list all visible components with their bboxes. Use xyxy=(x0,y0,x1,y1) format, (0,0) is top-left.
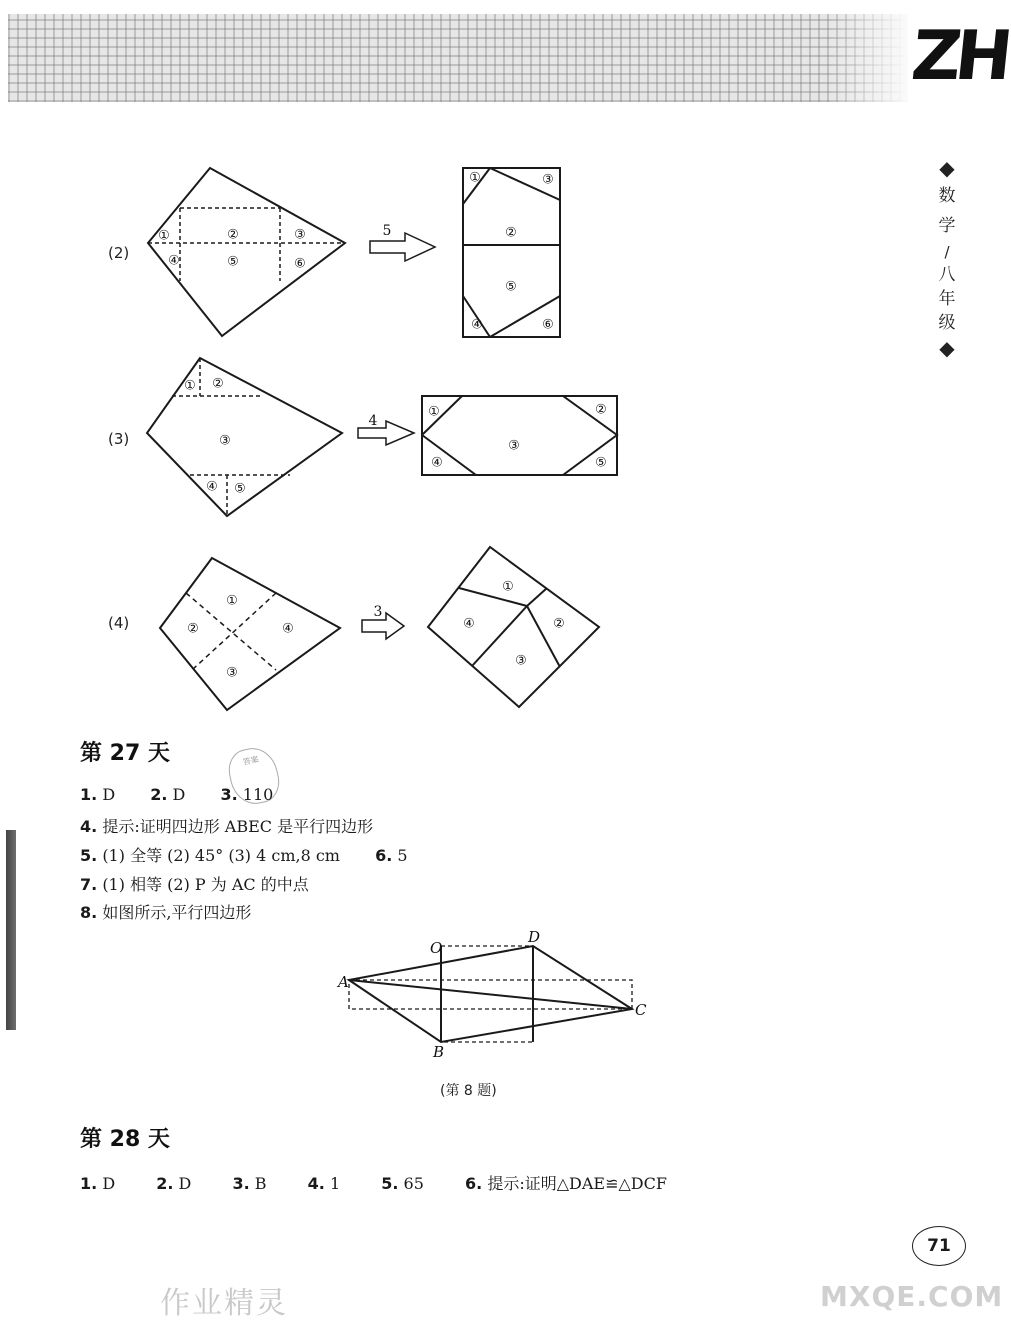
q-number: 4. xyxy=(307,1174,325,1193)
fig3-right-num: ④ xyxy=(431,455,443,471)
fig2-right-rect xyxy=(463,168,560,337)
fig4-left-numbers xyxy=(187,594,294,681)
q-number: 2. xyxy=(156,1174,174,1193)
fig3-left-num: ① xyxy=(184,378,196,394)
fig4-right-num: ① xyxy=(502,579,514,595)
fig4-right-num: ② xyxy=(553,616,565,632)
fig2-right-num: ③ xyxy=(542,172,554,188)
q-answer: (1) 全等 (2) 45° (3) 4 cm,8 cm xyxy=(102,846,340,865)
q-number: 5. xyxy=(381,1174,399,1193)
q8-point-c: C xyxy=(635,1001,647,1019)
q-number: 7. xyxy=(80,875,98,894)
day28-line-1 xyxy=(80,1171,667,1194)
brand-logo: ZH xyxy=(907,17,1011,96)
fig2-left-num: ⑥ xyxy=(294,256,306,272)
fig-label-2: (2) xyxy=(108,244,130,262)
diamond-icon: ◆ xyxy=(939,336,955,360)
q-answer: D xyxy=(102,1174,116,1193)
fig4-right-diamond xyxy=(428,547,599,707)
fig2-right-num: ② xyxy=(505,225,517,241)
fig3-right-num: ② xyxy=(595,402,607,418)
q-answer: 如图所示,平行四边形 xyxy=(102,903,252,922)
fig3-left-num: ⑤ xyxy=(234,481,246,497)
fig-label-4: (4) xyxy=(108,614,130,632)
day27-title: 第 27 天 xyxy=(80,741,170,766)
q-number: 3. xyxy=(220,785,238,804)
fig4-arrow-label: 3 xyxy=(373,604,383,620)
subject-char-1: 数 xyxy=(938,186,956,206)
fig3-left-num: ④ xyxy=(206,479,218,495)
fig2-left-num: ⑤ xyxy=(227,254,239,270)
fig2-arrow-label: 5 xyxy=(382,223,392,239)
q8-figure-caption: (第 8 题) xyxy=(440,1083,497,1099)
fig2-right-num: ⑥ xyxy=(542,317,554,333)
diamond-icon: ◆ xyxy=(939,156,955,180)
q-number: 4. xyxy=(80,817,98,836)
grade-char-2: 年 xyxy=(938,289,956,309)
q-answer: D xyxy=(102,785,116,804)
q-answer: B xyxy=(254,1174,267,1193)
q-answer: 110 xyxy=(242,785,274,804)
day27-line-3 xyxy=(80,843,408,866)
fig2-right-num: ⑤ xyxy=(505,279,517,295)
fig3-arrow xyxy=(358,421,414,445)
day27-line-2 xyxy=(80,814,373,837)
q-number: 8. xyxy=(80,903,98,922)
fig2-left-num: ③ xyxy=(294,227,306,243)
q-number: 1. xyxy=(80,785,98,804)
q-answer: 65 xyxy=(403,1174,424,1193)
answer-stamp: 答案 xyxy=(225,744,284,809)
fig3-left-numbers xyxy=(184,377,246,497)
fig-label-3: (3) xyxy=(108,430,130,448)
q-answer: 提示:证明△DAE≌△DCF xyxy=(487,1174,667,1193)
day28-title: 第 28 天 xyxy=(80,1127,170,1152)
page-number: 71 xyxy=(912,1226,966,1266)
fig4-left-num: ① xyxy=(226,593,238,609)
subject-char-2: 学 xyxy=(938,216,956,236)
grade-char-3: 级 xyxy=(938,313,956,333)
fig4-left-num: ④ xyxy=(282,621,294,637)
day27-line-4 xyxy=(80,872,309,895)
q-answer: D xyxy=(178,1174,192,1193)
watermark-right: MXQE.COM xyxy=(820,1280,1004,1313)
fig3-right-rect xyxy=(422,396,617,475)
q-answer: 5 xyxy=(397,846,408,865)
q-number: 1. xyxy=(80,1174,98,1193)
fig2-left-num: ② xyxy=(227,227,239,243)
fig3-left-num: ③ xyxy=(219,433,231,449)
q-answer: 提示:证明四边形 ABEC 是平行四边形 xyxy=(102,817,374,836)
fig2-right-num: ④ xyxy=(471,317,483,333)
fig3-right-num: ⑤ xyxy=(595,455,607,471)
fig4-right-num: ③ xyxy=(515,653,527,669)
fig2-left-num: ① xyxy=(158,228,170,244)
fig3-right-num: ① xyxy=(428,404,440,420)
q8-point-o: O xyxy=(430,939,443,957)
fig3-left-num: ② xyxy=(212,376,224,392)
q-answer: D xyxy=(172,785,186,804)
grade-char-1: 八 xyxy=(938,265,956,285)
fig4-left-num: ③ xyxy=(226,665,238,681)
day27-line-1 xyxy=(80,785,273,804)
q8-point-b: B xyxy=(433,1043,445,1061)
q-number: 5. xyxy=(80,846,98,865)
watermark-left: 作业精灵 xyxy=(160,1286,288,1321)
q-number: 6. xyxy=(375,846,393,865)
day27-line-5 xyxy=(80,900,251,923)
q8-point-a: A xyxy=(338,973,349,991)
subject-separator: / xyxy=(944,243,950,261)
q-number: 6. xyxy=(465,1174,483,1193)
fig4-left-num: ② xyxy=(187,621,199,637)
fig2-arrow xyxy=(370,233,435,261)
q8-figure xyxy=(349,946,632,1042)
fig2-left-num: ④ xyxy=(168,253,180,269)
q-answer: (1) 相等 (2) P 为 AC 的中点 xyxy=(102,875,309,894)
fig3-right-num: ③ xyxy=(508,438,520,454)
fig2-left-kite xyxy=(148,168,345,336)
q-number: 3. xyxy=(232,1174,250,1193)
fig4-arrow xyxy=(362,613,404,639)
fig4-right-num: ④ xyxy=(463,616,475,632)
q-number: 2. xyxy=(150,785,168,804)
fig2-right-num: ① xyxy=(469,170,481,186)
q8-point-d: D xyxy=(528,928,541,946)
q-answer: 1 xyxy=(329,1174,341,1193)
fig3-arrow-label: 4 xyxy=(368,413,378,429)
